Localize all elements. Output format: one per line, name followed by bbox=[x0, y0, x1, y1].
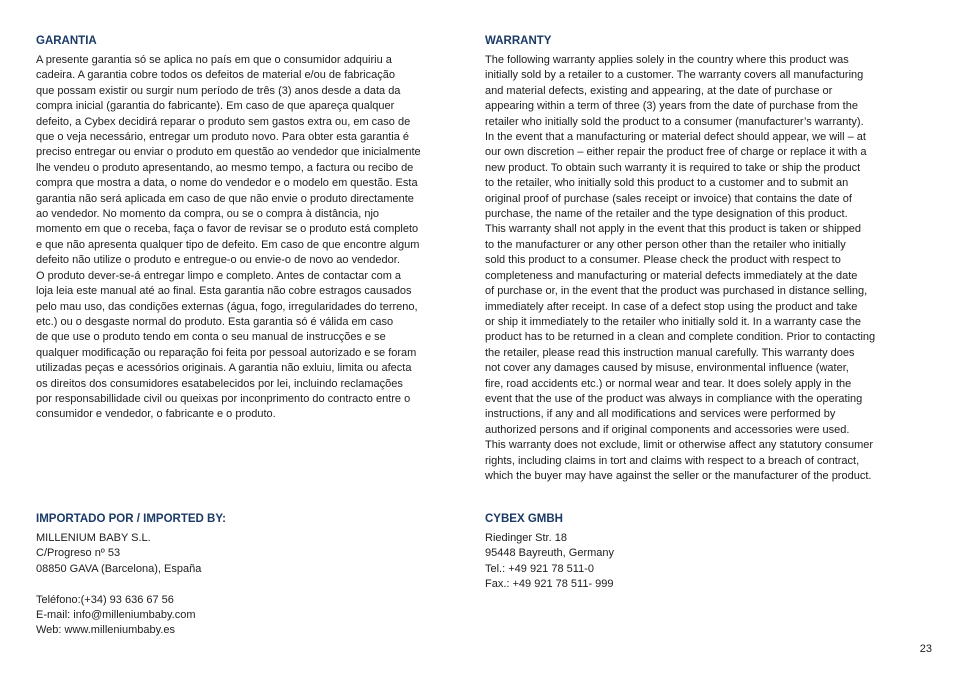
importer-section bbox=[36, 512, 466, 639]
text-line: fire, road accidents etc.) or normal wear and tear. It does solely apply in the bbox=[485, 377, 852, 390]
importer-email: E-mail: info@milleniumbaby.com bbox=[36, 609, 196, 622]
text-line: In the event that a manufacturing or material defect should appear, we will – at bbox=[485, 131, 866, 144]
text-line: of purchase or, in the event that the product was purchased in distance selling, bbox=[485, 285, 868, 298]
manufacturer-tel: Tel.: +49 921 78 511-0 bbox=[485, 562, 594, 575]
warranty-heading-pt: GARANTIA bbox=[36, 35, 97, 47]
importer-street: C/Progreso nº 53 bbox=[36, 547, 121, 560]
text-line: retailer who initially sold the product to a consumer (manufacturer’s warranty). bbox=[485, 115, 864, 128]
text-line: cadeira. A garantia cobre todos os defeitos de material e/ou de fabricação bbox=[36, 69, 395, 82]
text-line: de que use o produto tendo em conta o seu manual de instrucções e se bbox=[36, 331, 386, 344]
text-line: sold this product to a consumer. Please check the product with respect to bbox=[485, 254, 841, 267]
manufacturer-heading: CYBEX GMBH bbox=[485, 513, 563, 525]
text-line: qualquer modificação ou reparação foi feita por pessoal autorizado e se foram bbox=[36, 346, 417, 359]
page-number: 23 bbox=[919, 643, 932, 655]
manufacturer-fax: Fax.: +49 921 78 511- 999 bbox=[485, 578, 614, 591]
warranty-text-pt bbox=[36, 53, 466, 423]
text-line: defeito, a Cybex decidirá reparar o produto sem gastos extra ou, em caso de bbox=[36, 115, 411, 128]
text-line: e que não apresenta qualquer tipo de defeito. Em caso de que encontre algum bbox=[36, 238, 420, 251]
importer-city: 08850 GAVA (Barcelona), España bbox=[36, 562, 202, 575]
text-line: immediately after receipt. In case of a defect stop using the product and take bbox=[485, 300, 858, 313]
text-line: to the retailer, who initially sold this product to a customer and to submit an bbox=[485, 177, 849, 190]
text-line: consumidor e vendedor, o fabricante e o produto. bbox=[36, 408, 276, 421]
text-line: que o veja necessário, entregar um produto novo. Para obter esta garantia é bbox=[36, 131, 410, 144]
text-line: which the buyer may have against the seller or the manufacturer of the product. bbox=[485, 469, 872, 482]
text-line: This warranty does not exclude, limit or otherwise affect any statutory consumer bbox=[485, 439, 874, 452]
text-line: or ship it immediately to the retailer who initially sold it. In a warranty case the bbox=[485, 315, 861, 328]
text-line: os direitos dos consumidores esatabelecidos por lei, incluindo reclamações bbox=[36, 377, 403, 390]
text-line: original proof of purchase (sales receipt or invoice) that contains the date of bbox=[485, 192, 852, 205]
text-line: O produto dever-se-á entregar limpo e completo. Antes de contactar com a bbox=[36, 269, 402, 282]
text-line: appearing within a term of three (3) years from the date of purchase from the bbox=[485, 100, 858, 113]
text-line: event that the use of the product was always in compliance with the operating bbox=[485, 392, 863, 405]
manufacturer-section bbox=[485, 512, 915, 593]
text-line: lhe vendeu o produto apresentando, ao mesmo tempo, a factura ou recibo de bbox=[36, 161, 414, 174]
warranty-section-pt bbox=[36, 34, 466, 423]
text-line: ao vendedor. No momento da compra, ou se o compra à distância, njo bbox=[36, 208, 380, 221]
manufacturer-street: Riedinger Str. 18 bbox=[485, 532, 567, 544]
text-line: not cover any damages caused by misuse, environmental influence (water, bbox=[485, 362, 849, 375]
text-line: new product. To obtain such warranty it is required to take or ship the product bbox=[485, 161, 861, 174]
text-line: pelo mau uso, das condições externas (água, fogo, irregularidades do terreno, bbox=[36, 300, 418, 313]
importer-heading: IMPORTADO POR / IMPORTED BY: bbox=[36, 513, 226, 525]
text-line: preciso entregar ou enviar o produto em questão ao vendedor que inicialmente bbox=[36, 146, 421, 159]
importer-web: Web: www.milleniumbaby.es bbox=[36, 624, 175, 637]
text-line: que possam existir ou surgir num período de três (3) anos desde a data da bbox=[36, 84, 401, 97]
text-line: initially sold by a retailer to a customer. The warranty covers all manufacturing bbox=[485, 69, 864, 82]
warranty-text-en bbox=[485, 53, 915, 484]
text-line: compra inicial (garantia do fabricante). Em caso de que apareça qualquer bbox=[36, 100, 395, 113]
text-line: loja leia este manual até ao final. Esta garantia não cobre estragos causados bbox=[36, 285, 412, 298]
text-line: utilizadas peças e acessórios originais. A garantia não exluiu, limita ou afecta bbox=[36, 362, 412, 375]
text-line: to the manufacturer or any other person other than the retailer who initially bbox=[485, 238, 846, 251]
text-line: defeito não utilize o produto e entregue-o ou envie-o de novo ao vendedor. bbox=[36, 254, 400, 267]
text-line: authorized persons and if original components and accessories were used. bbox=[485, 423, 850, 436]
text-line: purchase, the name of the retailer and the type designation of this product. bbox=[485, 208, 848, 221]
text-line: and material defects, existing and appearing, at the date of purchase or bbox=[485, 84, 833, 97]
text-line: This warranty shall not apply in the event that this product is taken or shipped bbox=[485, 223, 862, 236]
manufacturer-city: 95448 Bayreuth, Germany bbox=[485, 547, 615, 560]
text-line: compra que mostra a data, o nome do vendedor e o modelo em questão. Esta bbox=[36, 177, 418, 190]
warranty-heading-en: WARRANTY bbox=[485, 35, 552, 47]
text-line: instructions, if any and all modifications and services were performed by bbox=[485, 408, 836, 421]
importer-company: MILLENIUM BABY S.L. bbox=[36, 532, 151, 544]
text-line: etc.) ou o desgaste normal do produto. Esta garantia só é válida em caso bbox=[36, 315, 394, 328]
importer-address bbox=[36, 531, 466, 639]
text-line: rights, including claims in tort and claims with respect to a breach of contract, bbox=[485, 454, 860, 467]
text-line: our own discretion – either repair the product free of charge or replace it with a bbox=[485, 146, 867, 159]
text-line: product has to be returned in a clean and complete condition. Prior to contacting bbox=[485, 331, 876, 344]
text-line: A presente garantia só se aplica no país em que o consumidor adquiriu a bbox=[36, 54, 392, 66]
text-line: The following warranty applies solely in the country where this product was bbox=[485, 54, 849, 66]
warranty-section-en bbox=[485, 34, 915, 484]
spacer bbox=[36, 577, 466, 592]
text-line: completeness and manufacturing or material defects immediately at the date bbox=[485, 269, 858, 282]
importer-phone: Teléfono:(+34) 93 636 67 56 bbox=[36, 593, 174, 606]
text-line: garantia não será aplicada em caso de que não envie o produto directamente bbox=[36, 192, 414, 205]
text-line: momento em que o receba, faça o favor de revisar se o produto está completo bbox=[36, 223, 419, 236]
text-line: the retailer, please read this instruction manual carefully. This warranty does bbox=[485, 346, 855, 359]
manufacturer-address bbox=[485, 531, 915, 593]
text-line: por responsabillidade civil ou queixas por inconprimento do contracto entre o bbox=[36, 392, 411, 405]
